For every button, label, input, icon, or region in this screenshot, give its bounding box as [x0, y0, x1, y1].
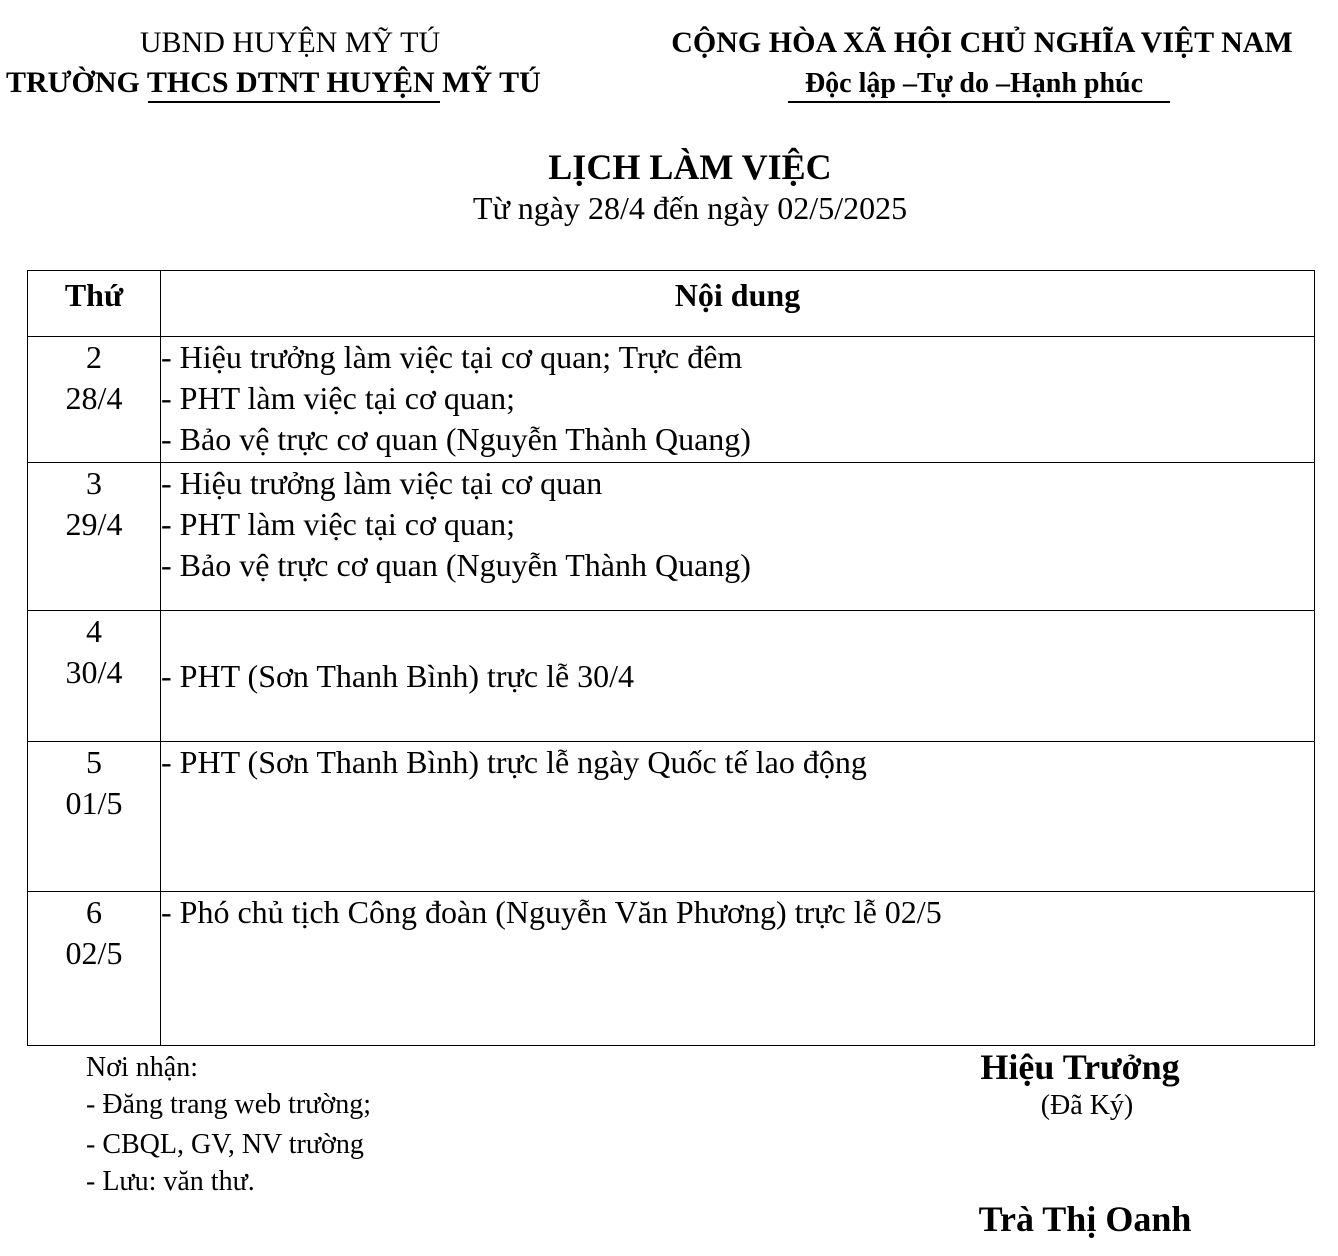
content-cell [161, 611, 1315, 742]
document-title: LỊCH LÀM VIỆC [548, 147, 832, 187]
date: 02/5 [65, 935, 123, 971]
schedule-table [27, 270, 1315, 1046]
day-cell [28, 463, 161, 611]
date-range: Từ ngày 28/4 đến ngày 02/5/2025 [472, 190, 908, 226]
recipients-heading: Nơi nhận: [86, 1052, 199, 1083]
weekday: 6 [86, 894, 102, 930]
date: 29/4 [65, 506, 123, 542]
day-cell [28, 337, 161, 463]
table-row [28, 337, 1315, 463]
motto-underline [788, 101, 1170, 103]
national-motto: Độc lập –Tự do –Hạnh phúc [804, 68, 1144, 99]
content-cell [161, 337, 1315, 463]
task-line: - PHT làm việc tại cơ quan; [161, 506, 516, 542]
task-line: - PHT (Sơn Thanh Bình) trực lễ 30/4 [161, 657, 635, 694]
task-line: - Bảo vệ trực cơ quan (Nguyễn Thành Quang) [161, 547, 751, 583]
weekday: 5 [86, 744, 102, 780]
task-line: - Phó chủ tịch Công đoàn (Nguyễn Văn Phương) trực lễ 02/5 [161, 894, 942, 930]
header-day: Thứ [28, 271, 161, 337]
table-row [28, 742, 1315, 892]
school-name-underline [148, 101, 440, 103]
content-cell [161, 463, 1315, 611]
table-row [28, 892, 1315, 1046]
table-header-row [28, 271, 1315, 337]
task-line: - PHT làm việc tại cơ quan; [161, 380, 516, 416]
date: 01/5 [65, 785, 123, 821]
content-cell [161, 742, 1315, 892]
recipient-item: - CBQL, GV, NV trường [86, 1129, 364, 1160]
recipient-item: - Đăng trang web trường; [86, 1089, 372, 1120]
date: 28/4 [65, 380, 123, 416]
school-name: TRƯỜNG THCS DTNT HUYỆN MỸ TÚ [6, 66, 541, 99]
task-line: - Bảo vệ trực cơ quan (Nguyễn Thành Quang) [161, 421, 751, 457]
signer-title: Hiệu Trưởng [980, 1047, 1180, 1087]
table-row [28, 611, 1315, 742]
task-line: - Hiệu trưởng làm việc tại cơ quan [161, 465, 603, 501]
national-title: CỘNG HÒA XÃ HỘI CHỦ NGHĨA VIỆT NAM [671, 26, 1293, 59]
task-line: - Hiệu trưởng làm việc tại cơ quan; Trực đêm [161, 339, 743, 375]
task-line: - PHT (Sơn Thanh Bình) trực lễ ngày Quốc tế lao động [161, 744, 867, 780]
header-content: Nội dung [161, 271, 1315, 337]
weekday: 3 [86, 465, 102, 501]
recipient-item: - Lưu: văn thư. [86, 1166, 255, 1197]
issuing-authority: UBND HUYỆN MỸ TÚ [139, 26, 441, 59]
weekday: 2 [86, 339, 102, 375]
day-cell [28, 742, 161, 892]
day-cell [28, 611, 161, 742]
signer-name: Trà Thị Oanh [978, 1199, 1192, 1239]
day-cell [28, 892, 161, 1046]
date: 30/4 [65, 654, 123, 690]
content-cell [161, 892, 1315, 1046]
signed-note: (Đã Ký) [1040, 1090, 1134, 1121]
weekday: 4 [86, 613, 102, 649]
table-row [28, 463, 1315, 611]
